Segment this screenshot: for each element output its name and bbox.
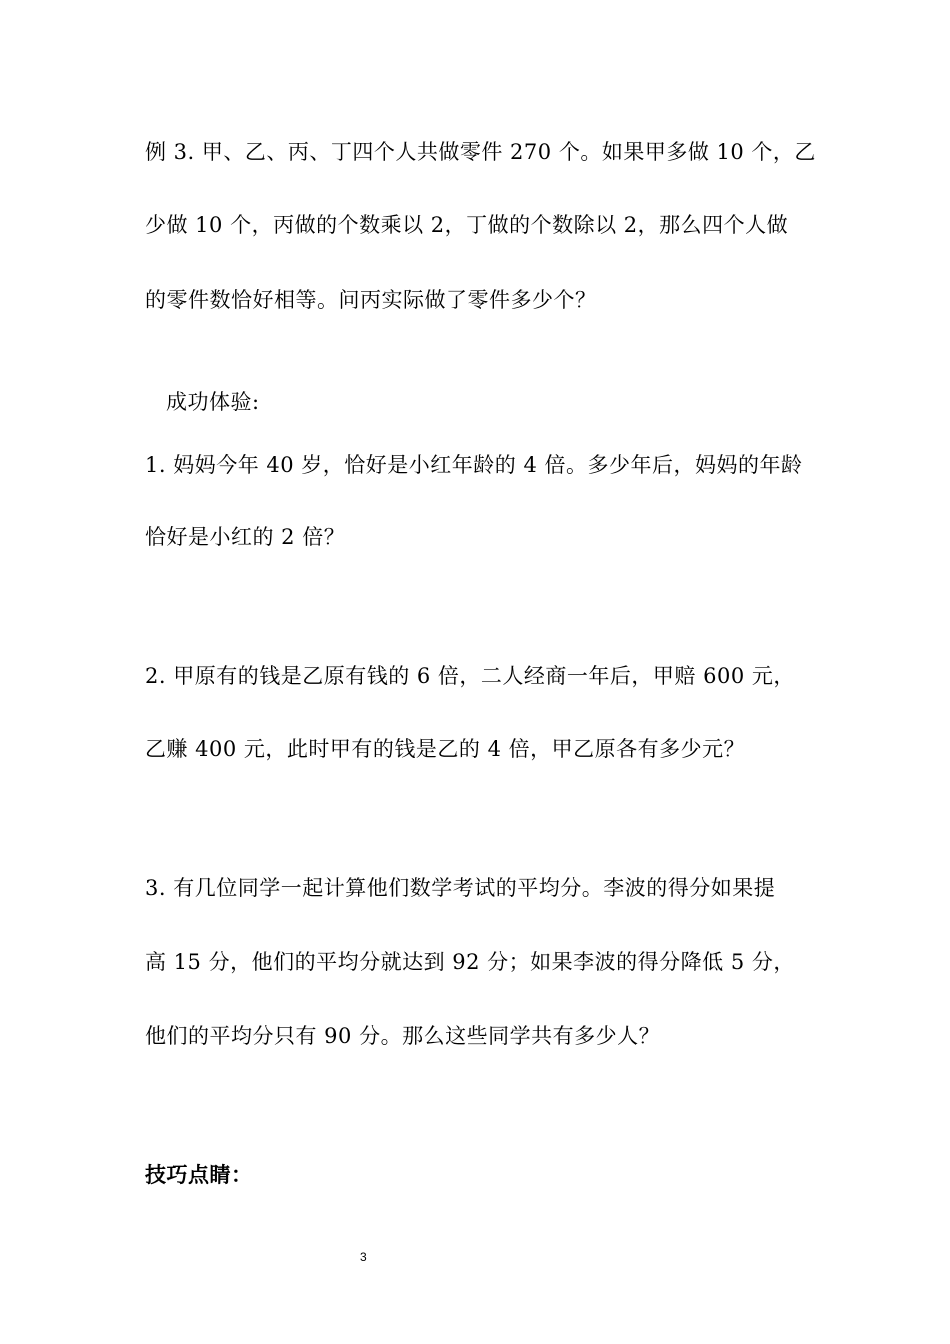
problem-1-line-1: 1. 妈妈今年 40 岁，恰好是小红年龄的 4 倍。多少年后，妈妈的年龄 bbox=[145, 453, 803, 477]
problem-1-line-2: 恰好是小红的 2 倍？ bbox=[145, 525, 346, 549]
example-3-line-1: 例 3. 甲、乙、丙、丁四个人共做零件 270 个。如果甲多做 10 个，乙 bbox=[145, 140, 816, 164]
problem-3-line-2: 高 15 分，他们的平均分就达到 92 分；如果李波的得分降低 5 分， bbox=[145, 950, 795, 974]
example-3-line-2: 少做 10 个，丙做的个数乘以 2，丁做的个数除以 2，那么四个人做 bbox=[145, 213, 789, 237]
problem-2-line-2: 乙赚 400 元，此时甲有的钱是乙的 4 倍，甲乙原各有多少元？ bbox=[145, 737, 746, 761]
problem-3-line-1: 3. 有几位同学一起计算他们数学考试的平均分。李波的得分如果提 bbox=[145, 876, 776, 900]
problem-3-line-3: 他们的平均分只有 90 分。那么这些同学共有多少人？ bbox=[145, 1024, 661, 1048]
tips-heading: 技巧点睛： bbox=[145, 1163, 253, 1187]
success-heading: 成功体验: bbox=[166, 390, 260, 414]
page-number: 3 bbox=[360, 1250, 367, 1264]
problem-2-line-1: 2. 甲原有的钱是乙原有钱的 6 倍，二人经商一年后，甲赔 600 元， bbox=[145, 664, 795, 688]
example-3-line-3: 的零件数恰好相等。问丙实际做了零件多少个？ bbox=[145, 288, 597, 312]
